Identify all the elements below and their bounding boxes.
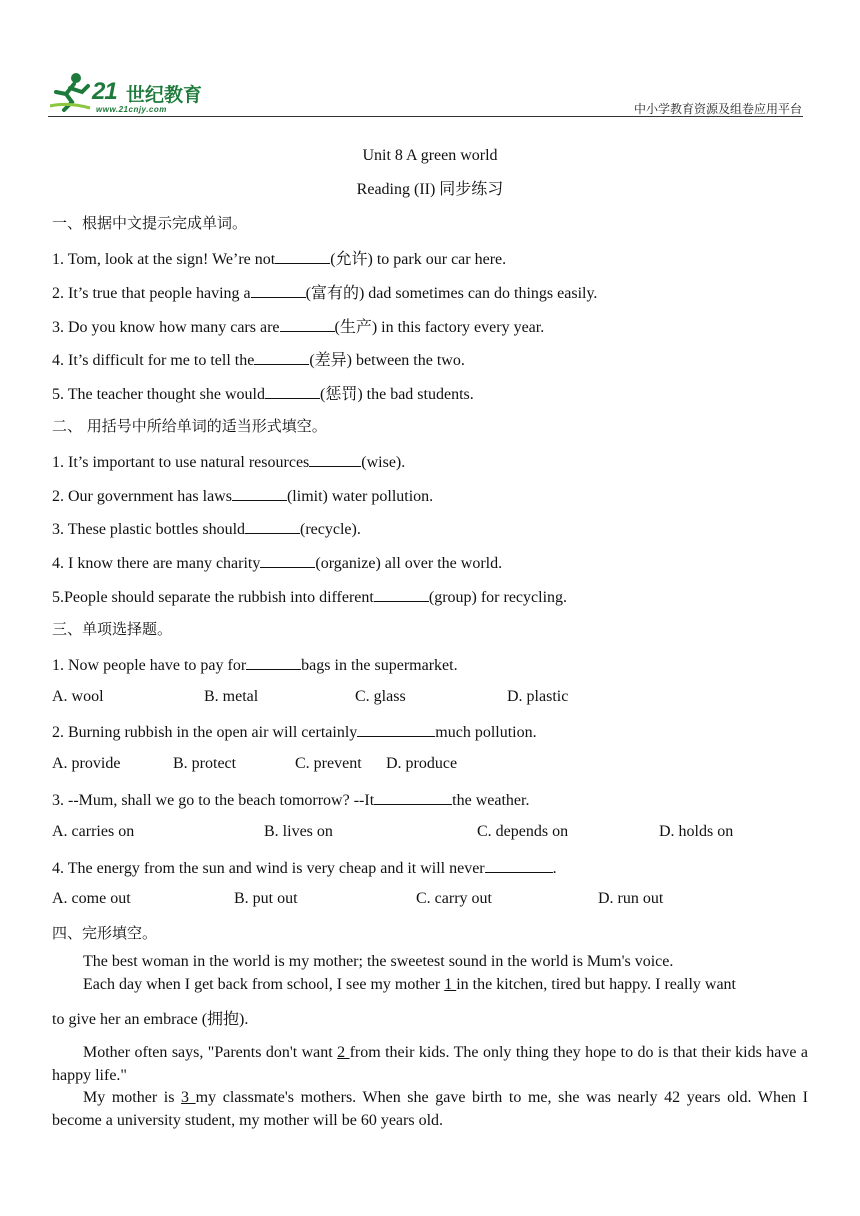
page-header: [0, 0, 860, 120]
s3-q1-option-d: D. plastic: [507, 688, 569, 705]
logo: [48, 70, 218, 116]
section1-heading: 一、根据中文提示完成单词。: [52, 214, 248, 232]
s3-q1-option-a: A. wool: [52, 688, 104, 705]
s1-item-4: 4. It’s difficult for me to tell the (差异) between the two.: [52, 348, 465, 371]
s2-item-5: 5.People should separate the rubbish into different (group) for recycling.: [52, 585, 567, 608]
s3-q3-option-b: B. lives on: [264, 823, 333, 840]
cloze-blank-3[interactable]: 3: [181, 1089, 196, 1106]
cloze-blank-1[interactable]: 1: [444, 976, 457, 993]
s3-q1-option-c: C. glass: [355, 688, 406, 705]
s3-q3-option-c: C. depends on: [477, 823, 569, 840]
logo-text: 世纪教育: [126, 84, 203, 106]
cloze-blank-2[interactable]: 2: [337, 1044, 350, 1061]
page-subtitle: Reading (II) 同步练习: [356, 181, 504, 198]
page-title: Unit 8 A green world: [362, 147, 498, 164]
s3-q2-option-b: B. protect: [173, 755, 237, 772]
header-divider: [48, 116, 803, 117]
cloze-paragraph-1: The best woman in the world is my mother; the sweetest sound in the world is Mum's voice.: [83, 953, 674, 970]
section3-heading: 三、单项选择题。: [52, 620, 173, 638]
s3-q3-option-d: D. holds on: [659, 823, 734, 840]
cloze-paragraph-3: Mother often says, "Parents don't want 2 from their kids. The only thing they hope to do is that their kids have a happy life.": [52, 1044, 809, 1084]
cloze-paragraph-2-cont: to give her an embrace (拥抱).: [52, 1011, 249, 1028]
s3-q1-option-b: B. metal: [204, 688, 259, 705]
runner-icon: [48, 72, 92, 112]
s3-question-3: 3. --Mum, shall we go to the beach tomorrow? --It the weather.: [52, 788, 529, 811]
s3-q4-option-b: B. put out: [234, 890, 298, 907]
logo-number: 21: [92, 78, 117, 105]
s3-q4-option-a: A. come out: [52, 890, 131, 907]
section2-heading: 二、 用括号中所给单词的适当形式填空。: [52, 417, 327, 435]
s3-question-2: 2. Burning rubbish in the open air will certainly much pollution.: [52, 720, 537, 743]
s2-item-3: 3. These plastic bottles should (recycle).: [52, 517, 361, 540]
s3-question-4: 4. The energy from the sun and wind is very cheap and it will never .: [52, 856, 557, 879]
cloze-paragraph-2: Each day when I get back from school, I see my mother 1 in the kitchen, tired but happy. I really want: [83, 976, 736, 993]
s3-q3-option-a: A. carries on: [52, 823, 135, 840]
s3-question-1: 1. Now people have to pay for bags in the supermarket.: [52, 653, 458, 676]
s3-q4-option-d: D. run out: [598, 890, 664, 907]
s2-item-2: 2. Our government has laws (limit) water pollution.: [52, 484, 433, 507]
s3-q4-option-c: C. carry out: [416, 890, 492, 907]
s1-item-2: 2. It’s true that people having a (富有的) dad sometimes can do things easily.: [52, 281, 597, 304]
cloze-paragraph-4: My mother is 3 my classmate's mothers. When she gave birth to me, she was nearly 42 years old. When I become a university student, my mother will be 60 years old.: [52, 1089, 808, 1129]
section4-heading: 四、完形填空。: [52, 924, 158, 942]
s3-q2-option-a: A. provide: [52, 755, 121, 772]
logo-url: www.21cnjy.com: [96, 105, 167, 114]
s3-q2-option-d: D. produce: [386, 755, 458, 772]
s1-item-5: 5. The teacher thought she would (惩罚) the bad students.: [52, 382, 474, 405]
s2-item-4: 4. I know there are many charity (organize) all over the world.: [52, 551, 502, 574]
s2-item-1: 1. It’s important to use natural resources (wise).: [52, 450, 405, 473]
s1-item-1: 1. Tom, look at the sign! We’re not (允许) to park our car here.: [52, 247, 506, 270]
s1-item-3: 3. Do you know how many cars are (生产) in this factory every year.: [52, 315, 544, 338]
platform-label: 中小学教育资源及组卷应用平台: [633, 102, 802, 116]
s3-q2-option-c: C. prevent: [295, 755, 362, 772]
